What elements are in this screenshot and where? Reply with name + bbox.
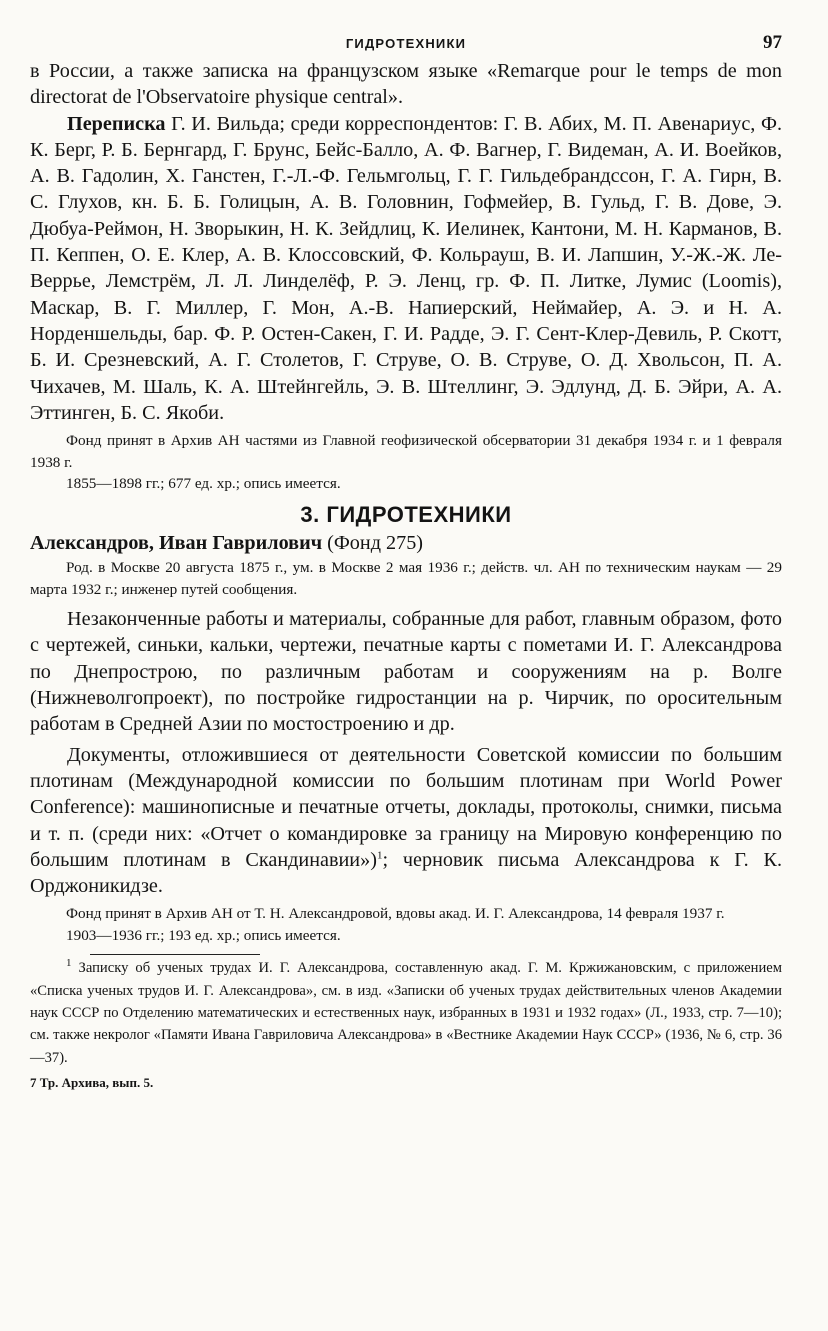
documents-text: Документы, отложившиеся от деятельности Советской комиссии по большим плотинам (Международной комиссии по большим плотинам при World Power Conference): машинописные и печатные отчеты, доклады, протоколы, снимки, письма и т. п. (среди них: «Отчет о командировке за границу на Мировую конференцию по большим плотинам в Скандинавии») [30, 743, 782, 871]
footnote-divider [90, 954, 260, 955]
running-head-title: ГИДРОТЕХНИКИ [345, 36, 467, 51]
running-head [30, 30, 782, 58]
continuation-paragraph: в России, а также записка на французском языке «Remarque pour le temps de mon directorat de l'Observatoire physique central». [30, 60, 782, 109]
fond-acceptance-note-275: Фонд принят в Архив АН от Т. Н. Александровой, вдовы акад. И. Г. Александрова, 14 февраля 1937 г. [66, 905, 725, 923]
correspondence-text: Г. И. Вильда; среди корреспондентов: Г. В. Абих, М. П. Авенариус, Ф. К. Берг, Р. Б. Бернгард, Г. Брунс, Бейс-Балло, А. Ф. Вагнер, Г. Видеман, А. И. Воейков, А. В. Гадолин, Х. Ганстен, Г.-Л.-Ф. Гельмгольц, Г. Г. Гильдебрандссон, Г. А. Гирн, В. С. Глухов, кн. Б. Б. Голицын, А. В. Головнин, Гофмейер, В. Гульд, Г. В. Дове, Э. Дюбуа-Реймон, Н. Зворыкин, Н. К. Зейдлиц, К. Иелинек, Кантони, М. Н. Карманов, В. П. Кеппен, О. Е. Клер, А. В. Клоссовский, Ф. Кольрауш, В. И. Лапшин, У.-Ж.-Ж. Ле-Веррье, Лемстрём, Л. Л. Линделёф, Р. Э. Ленц, гр. Ф. П. Литке, Лумис (Loomis), Маскар, В. Г. Миллер, Г. Мон, А.-В. Напиерский, Неймайер, А. Э. и Н. А. Норденшельды, бар. Ф. Р. Остен-Сакен, Г. И. Радде, Э. Г. Сент-Клер-Девиль, Р. Скотт, Б. И. Срезневский, А. Г. Столетов, Г. Струве, О. В. Струве, О. Д. Хвольсон, П. А. Чихачев, М. Шаль, К. А. Штейнгейль, Э. В. Штеллинг, Э. Эдлунд, Д. Б. Эйри, А. А. Эттинген, Б. С. Якоби. [30, 112, 782, 424]
section-title: 3. ГИДРОТЕХНИКИ [300, 502, 512, 528]
fond-acceptance-note: Фонд принят в Архив АН частями из Главной геофизической обсерватории 31 декабря 1934 г. и 1 февраля 1938 г. [30, 432, 782, 471]
documents-text-end: ; черновик письма Александрова к Г. К. Орджоникидзе. [30, 848, 782, 898]
footnote [30, 957, 782, 1069]
fond-paragraph-documents [30, 742, 782, 900]
fond-dates-note: 1855—1898 гг.; 677 ед. хр.; опись имеется. [66, 474, 341, 492]
footnote-reference: 1 [376, 849, 383, 862]
footnote-mark: 1 [66, 957, 72, 970]
printer-signature: 7 Тр. Архива, вып. 5. [30, 1075, 154, 1091]
fond-dates-note-275: 1903—1936 гг.; 193 ед. хр.; опись имеется. [66, 926, 341, 944]
correspondence-paragraph [30, 111, 782, 427]
fond-paragraph-works: Незаконченные работы и материалы, собранные для работ, главным образом, фото с чертежей, синьки, кальки, чертежи, печатные карты с пометами И. Г. Александрова по Днепрострою, по различным работам и сооружениям на р. Волге (Нижневолгопроект), по постройке гидростанции на р. Чирчик, по оросительным работам в Средней Азии по мостостроению и др. [30, 608, 782, 736]
page-number: 97 [763, 32, 782, 53]
fond-person-name: Александров, Иван Гаврилович [30, 532, 323, 555]
document-page [30, 30, 782, 1091]
correspondence-label: Переписка [67, 112, 166, 135]
fond-biography: Род. в Москве 20 августа 1875 г., ум. в Москве 2 мая 1936 г.; действ. чл. АН по техническим наукам — 29 марта 1932 г.; инженер путей сообщения. [30, 559, 782, 598]
footnote-text: Записку об ученых трудах И. Г. Александрова, составленную акад. Г. М. Кржижановским, с приложением «Списка ученых трудов И. Г. Александрова», см. в изд. «Записки об ученых трудах действительных членов Академии наук СССР по Отделению математических и естественных наук, избранных в 1931 и 1932 годах» (Л., 1933, стр. 7—10); см. также некролог «Памяти Ивана Гавриловича Александрова» в «Вестнике Академии Наук СССР» (1936, № 6, стр. 36—37). [30, 960, 782, 1066]
fond-heading [30, 530, 782, 557]
fond-number: (Фонд 275) [322, 532, 424, 555]
